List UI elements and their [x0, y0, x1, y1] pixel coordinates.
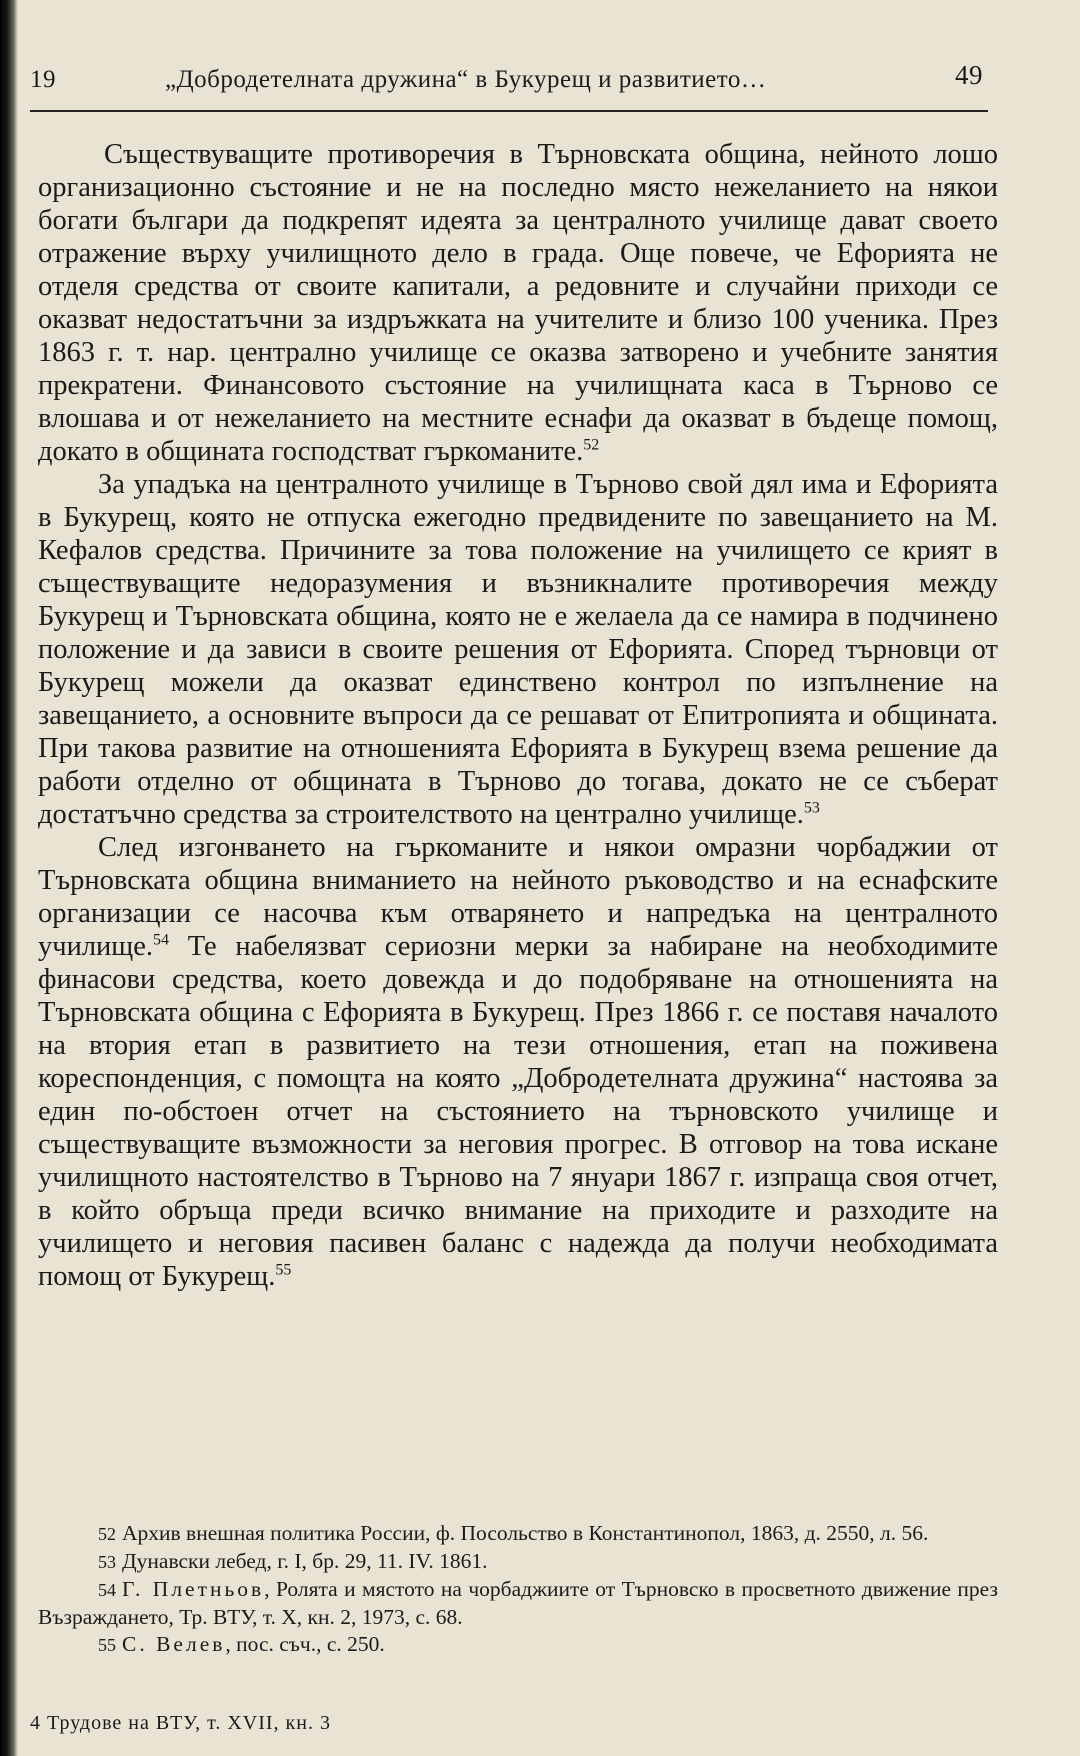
paragraph	[38, 831, 998, 1293]
page-number: 49	[955, 60, 983, 90]
footnote-ref: 52	[583, 436, 600, 454]
footnote-number: 53	[98, 1552, 116, 1572]
footnotes	[38, 1520, 998, 1659]
footnote	[38, 1548, 998, 1576]
book-page	[30, 0, 1050, 1756]
footnote-number: 52	[98, 1524, 116, 1544]
footnote-text: Архив внешная политика России, ф. Посольство в Константинопол, 1863, д. 2550, л. 56.	[122, 1521, 929, 1545]
footnote-text: , Ролята и мястото на чорбаджиите от Търновско в просветното движение през Възраждането, Тр. ВТУ, т. X, кн. 2, 1973, с. 68.	[38, 1577, 998, 1629]
paragraph-text: За упадъка на централното училище в Търново свой дял има и Ефорията в Букурещ, която не отпуска ежегодно предвидените по завещанието на М. Кефалов средства. Причините за това положение на училището се крият в съществуващите недоразумения и възникналите противоречия между Букурещ и Търновската община, която не е желаела да се намира в подчинено положение и да зависи в своите решения от Ефорията. Според търновци от Букурещ можели да оказват единствено контрол по изпълнение на завещанието, а основните въпроси да се решават от Епитропията и общината. При такова развитие на отношенията Ефорията в Букурещ взема решение да работи отделно от общината в Търново до тогава, докато не се съберат достатъчно средства за строителството на централно училище.	[38, 469, 998, 830]
printer-signature-line: 4 Трудове на ВТУ, т. XVII, кн. 3	[30, 1712, 331, 1734]
footnote-ref: 54	[153, 931, 170, 949]
running-title: „Добродетелната дружина“ в Букурещ и развитието…	[165, 66, 767, 93]
footnote-author: С. Велев	[122, 1632, 226, 1656]
footnote-number: 54	[98, 1580, 116, 1600]
footnote-ref: 55	[275, 1261, 292, 1279]
book-spine-shadow	[0, 0, 18, 1756]
footnote-number: 55	[98, 1635, 116, 1655]
paragraph	[38, 138, 998, 468]
paragraph	[38, 468, 998, 831]
paragraph-text: След изгонването на гъркоманите и някои омразни чорбаджии от Търновската община вниманието на нейното ръководство и на еснафските организации се насочва към отварянето и напредъка на централното училище.	[38, 832, 998, 962]
footnote-author: Г. Плетньов	[122, 1577, 265, 1601]
paragraph-text: Съществуващите противоречия в Търновската община, нейното лошо организационно състояние и не на последно място нежеланието на някои богати българи да подкрепят идеята за централното училище дават своето отражение върху училищното дело в града. Още повече, че Ефорията не отделя средства от своите капитали, а редовните и случайни приходи се оказват недостатъчни за издръжката на учителите и близо 100 ученика. През 1863 г. т. нар. централно училище се оказва затворено и учебните занятия прекратени. Финансовото състояние на училищната каса в Търново се влошава и от нежеланието на местните еснафи да оказват в бъдеще помощ, докато в общината господстват гъркоманите.	[38, 139, 998, 467]
page-header	[30, 54, 990, 94]
sheet-signature: 19	[30, 66, 56, 93]
footnote-text: , пос. съч., с. 250.	[225, 1632, 385, 1656]
header-rule	[30, 110, 988, 112]
footnote	[38, 1576, 998, 1631]
main-text	[38, 138, 998, 1293]
footnote	[38, 1520, 998, 1548]
footnote	[38, 1631, 998, 1659]
footnote-ref: 53	[803, 799, 820, 817]
paragraph-text: Те набелязват сериозни мерки за набиране на необходимите финасови средства, което довежда и до подобряване на отношенията на Търновската община с Ефорията в Букурещ. През 1866 г. се поставя началото на втория етап в развитието на тези отношения, етап на поживена кореспонденция, с помощта на която „Добродетелната дружина“ настоява за един по-обстоен отчет на състоянието на търновското училище и съществуващите възможности за неговия прогрес. В отговор на това искане училищното настоятелство в Търново на 7 януари 1867 г. изпраща своя отчет, в който обръща преди всичко внимание на приходите и разходите на училището и неговия пасивен баланс с надежда да получи необходимата помощ от Букурещ.	[38, 931, 998, 1292]
footnote-text: Дунавски лебед, г. I, бр. 29, 11. IV. 1861.	[122, 1549, 488, 1573]
